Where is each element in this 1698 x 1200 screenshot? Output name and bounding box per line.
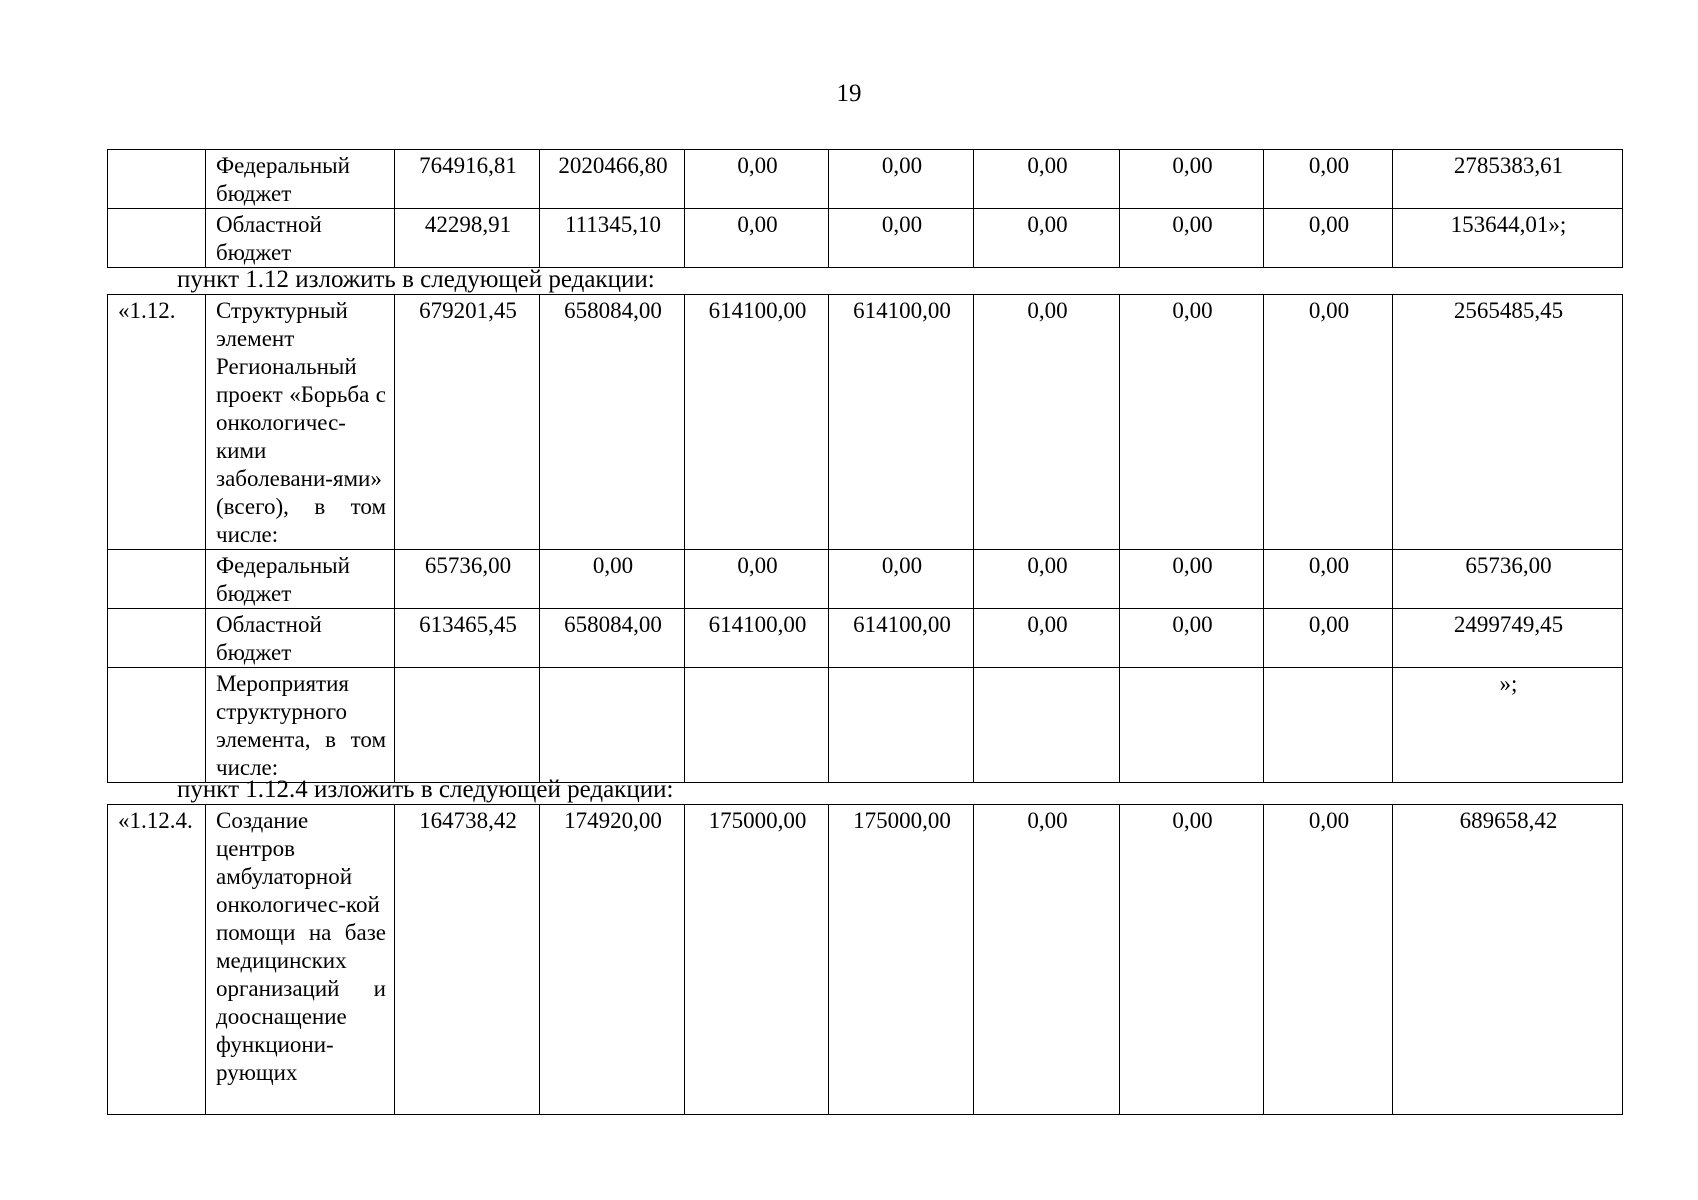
value-cell: 42298,91	[395, 209, 540, 268]
row-index-cell	[108, 550, 206, 609]
total-cell: 153644,01»;	[1393, 209, 1623, 268]
value-cell: 0,00	[1264, 209, 1393, 268]
table-row	[108, 668, 1623, 783]
value-cell: 175000,00	[685, 805, 829, 1115]
value-cell: 0,00	[829, 550, 974, 609]
value-cell	[829, 668, 974, 783]
total-cell: 689658,42	[1393, 805, 1623, 1115]
table-row	[108, 609, 1623, 668]
value-cell	[974, 668, 1120, 783]
value-cell: 614100,00	[829, 609, 974, 668]
value-cell: 0,00	[1264, 150, 1393, 209]
value-cell: 0,00	[974, 150, 1120, 209]
value-cell: 0,00	[1264, 295, 1393, 550]
total-cell: 2499749,45	[1393, 609, 1623, 668]
value-cell: 0,00	[1264, 805, 1393, 1115]
value-cell: 0,00	[685, 150, 829, 209]
value-cell: 0,00	[1264, 609, 1393, 668]
value-cell: 0,00	[1120, 550, 1264, 609]
value-cell	[540, 668, 685, 783]
total-cell: 2785383,61	[1393, 150, 1623, 209]
page-number: 19	[836, 80, 862, 107]
value-cell	[685, 668, 829, 783]
value-cell: 0,00	[685, 550, 829, 609]
value-cell: 764916,81	[395, 150, 540, 209]
value-cell: 0,00	[1120, 609, 1264, 668]
value-cell: 65736,00	[395, 550, 540, 609]
value-cell: 164738,42	[395, 805, 540, 1115]
total-cell: 65736,00	[1393, 550, 1623, 609]
row-name-cell: Федеральный бюджет	[206, 550, 395, 609]
row-index-cell: «1.12.	[108, 295, 206, 550]
value-cell: 658084,00	[540, 609, 685, 668]
row-name-cell: Мероприятия структурного элемента, в том числе:	[206, 668, 395, 783]
total-cell: »;	[1393, 668, 1623, 783]
value-cell	[395, 668, 540, 783]
row-name-cell: Федеральный бюджет	[206, 150, 395, 209]
value-cell: 174920,00	[540, 805, 685, 1115]
budget-table-1-11	[107, 149, 1623, 268]
budget-table-1-12-4	[107, 804, 1623, 1115]
table-row	[108, 805, 1623, 1115]
row-name-cell: Создание центров амбулаторной онкологичес-кой помощи на базе медицинских организаций и дооснащение функциони-рующих	[206, 805, 395, 1115]
table-row	[108, 550, 1623, 609]
value-cell: 0,00	[540, 550, 685, 609]
instruction-1-12-4: пункт 1.12.4 изложить в следующей редакции:	[177, 776, 674, 803]
budget-table-1-12	[107, 294, 1623, 783]
instruction-1-12: пункт 1.12 изложить в следующей редакции:	[177, 266, 655, 293]
value-cell: 0,00	[974, 295, 1120, 550]
row-index-cell: «1.12.4.	[108, 805, 206, 1115]
table-row	[108, 209, 1623, 268]
value-cell: 0,00	[974, 609, 1120, 668]
value-cell: 614100,00	[685, 295, 829, 550]
row-index-cell	[108, 150, 206, 209]
value-cell: 2020466,80	[540, 150, 685, 209]
value-cell: 0,00	[974, 209, 1120, 268]
value-cell: 0,00	[829, 209, 974, 268]
table-row	[108, 150, 1623, 209]
row-name-cell: Областной бюджет	[206, 609, 395, 668]
row-index-cell	[108, 209, 206, 268]
value-cell: 0,00	[1264, 550, 1393, 609]
row-name-cell: Областной бюджет	[206, 209, 395, 268]
row-index-cell	[108, 609, 206, 668]
value-cell: 614100,00	[685, 609, 829, 668]
value-cell: 0,00	[1120, 805, 1264, 1115]
value-cell: 0,00	[1120, 150, 1264, 209]
value-cell: 0,00	[1120, 295, 1264, 550]
value-cell: 111345,10	[540, 209, 685, 268]
value-cell: 0,00	[685, 209, 829, 268]
row-name-cell: Структурный элемент Региональный проект «Борьба с онкологичес-кими заболевани-ями» (всего), в том числе:	[206, 295, 395, 550]
total-cell: 2565485,45	[1393, 295, 1623, 550]
row-index-cell	[108, 668, 206, 783]
value-cell	[1120, 668, 1264, 783]
value-cell	[1264, 668, 1393, 783]
value-cell: 679201,45	[395, 295, 540, 550]
value-cell: 658084,00	[540, 295, 685, 550]
value-cell: 0,00	[1120, 209, 1264, 268]
value-cell: 0,00	[974, 550, 1120, 609]
table-row	[108, 295, 1623, 550]
value-cell: 614100,00	[829, 295, 974, 550]
value-cell: 0,00	[829, 150, 974, 209]
value-cell: 0,00	[974, 805, 1120, 1115]
value-cell: 613465,45	[395, 609, 540, 668]
value-cell: 175000,00	[829, 805, 974, 1115]
